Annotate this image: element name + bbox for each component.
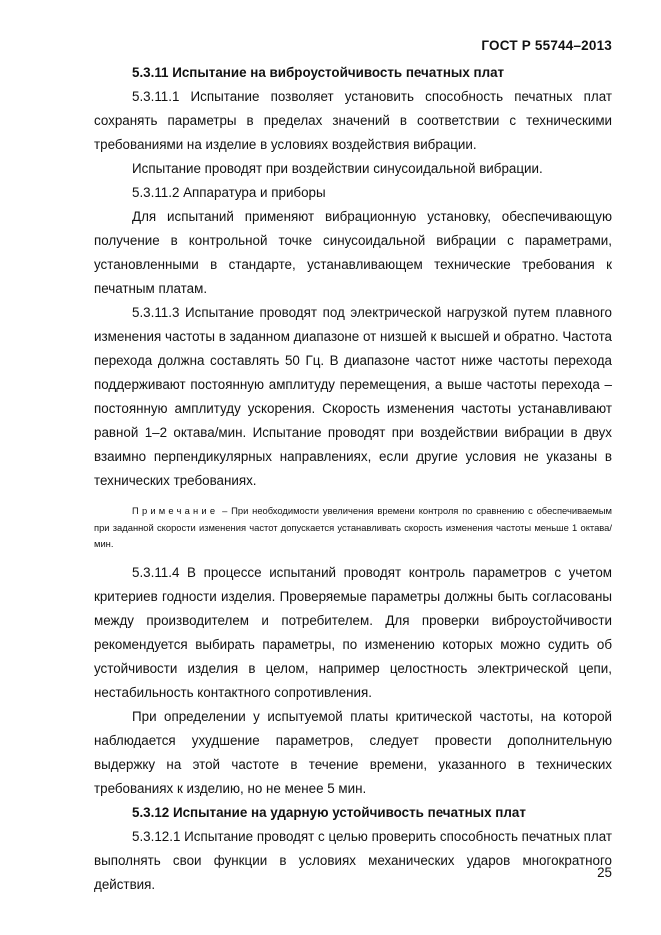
paragraph-5-3-11-2: 5.3.11.2 Аппаратура и приборы <box>132 185 326 200</box>
page-number: 25 <box>597 865 612 880</box>
paragraph-sinusoidal-vibration: Испытание проводят при воздействии синусоидальной вибрации. <box>132 161 543 176</box>
note-text: – При необходимости увеличения времени контроля по сравнению с обеспечиваемым при заданной скорости изменения частот допускается устанавливать скорость изменения частоты меньше 1 октава/мин. <box>94 505 612 549</box>
document-code: ГОСТ Р 55744–2013 <box>481 38 612 53</box>
paragraph-critical-frequency: При определении у испытуемой платы критической частоты, на которой наблюдается ухудшение параметров, следует провести дополнительную выдержку на этой частоте в течение времени, указанного в технических требованиях к изделию, но не менее 5 мин. <box>94 708 612 796</box>
paragraph-5-3-11-1: 5.3.11.1 Испытание позволяет установить способность печатных плат сохранять параметры в пределах значений в соответствии с техническими требованиями на изделие в условиях воздействия вибрации. <box>94 89 612 152</box>
section-heading-5-3-12: 5.3.12 Испытание на ударную устойчивость печатных плат <box>132 804 526 820</box>
paragraph-5-3-11-3: 5.3.11.3 Испытание проводят под электрической нагрузкой путем плавного изменения частоты в заданном диапазоне от низшей к высшей и обратно. Частота перехода должна составлять 50 Гц. В диапазоне частот ниже частоты перехода поддерживают постоянную амплитуду перемещения, а выше частоты перехода – постоянную амплитуду ускорения. Скорость изменения частоты устанавливают равной 1–2 октава/мин. Испытание проводят при воздействии вибрации в двух взаимно перпендикулярных направлениях, если другие условия не указаны в технических требованиях. <box>94 305 612 488</box>
paragraph-equipment: Для испытаний применяют вибрационную установку, обеспечивающую получение в контрольной точке синусоидальной вибрации с параметрами, установленными в стандарте, устанавливающем технические требования к печатным платам. <box>94 209 612 296</box>
note <box>94 503 612 553</box>
note-label: Примечание <box>132 505 219 516</box>
paragraph-5-3-12-1: 5.3.12.1 Испытание проводят с целью проверить способность печатных плат выполнять свои функции в условиях механических ударов многократного действия. <box>94 828 612 892</box>
document-body <box>94 61 612 897</box>
paragraph-5-3-11-4: 5.3.11.4 В процессе испытаний проводят контроль параметров с учетом критериев годности изделия. Проверяемые параметры должны быть согласованы между производителем и потребителем. Для проверки виброустойчивости рекомендуется выбирать параметры, по изменению которых можно судить об устойчивости изделия в целом, например целостность электрической цепи, нестабильность контактного сопротивления. <box>94 564 612 700</box>
section-heading-5-3-11: 5.3.11 Испытание на виброустойчивость печатных плат <box>132 65 505 80</box>
